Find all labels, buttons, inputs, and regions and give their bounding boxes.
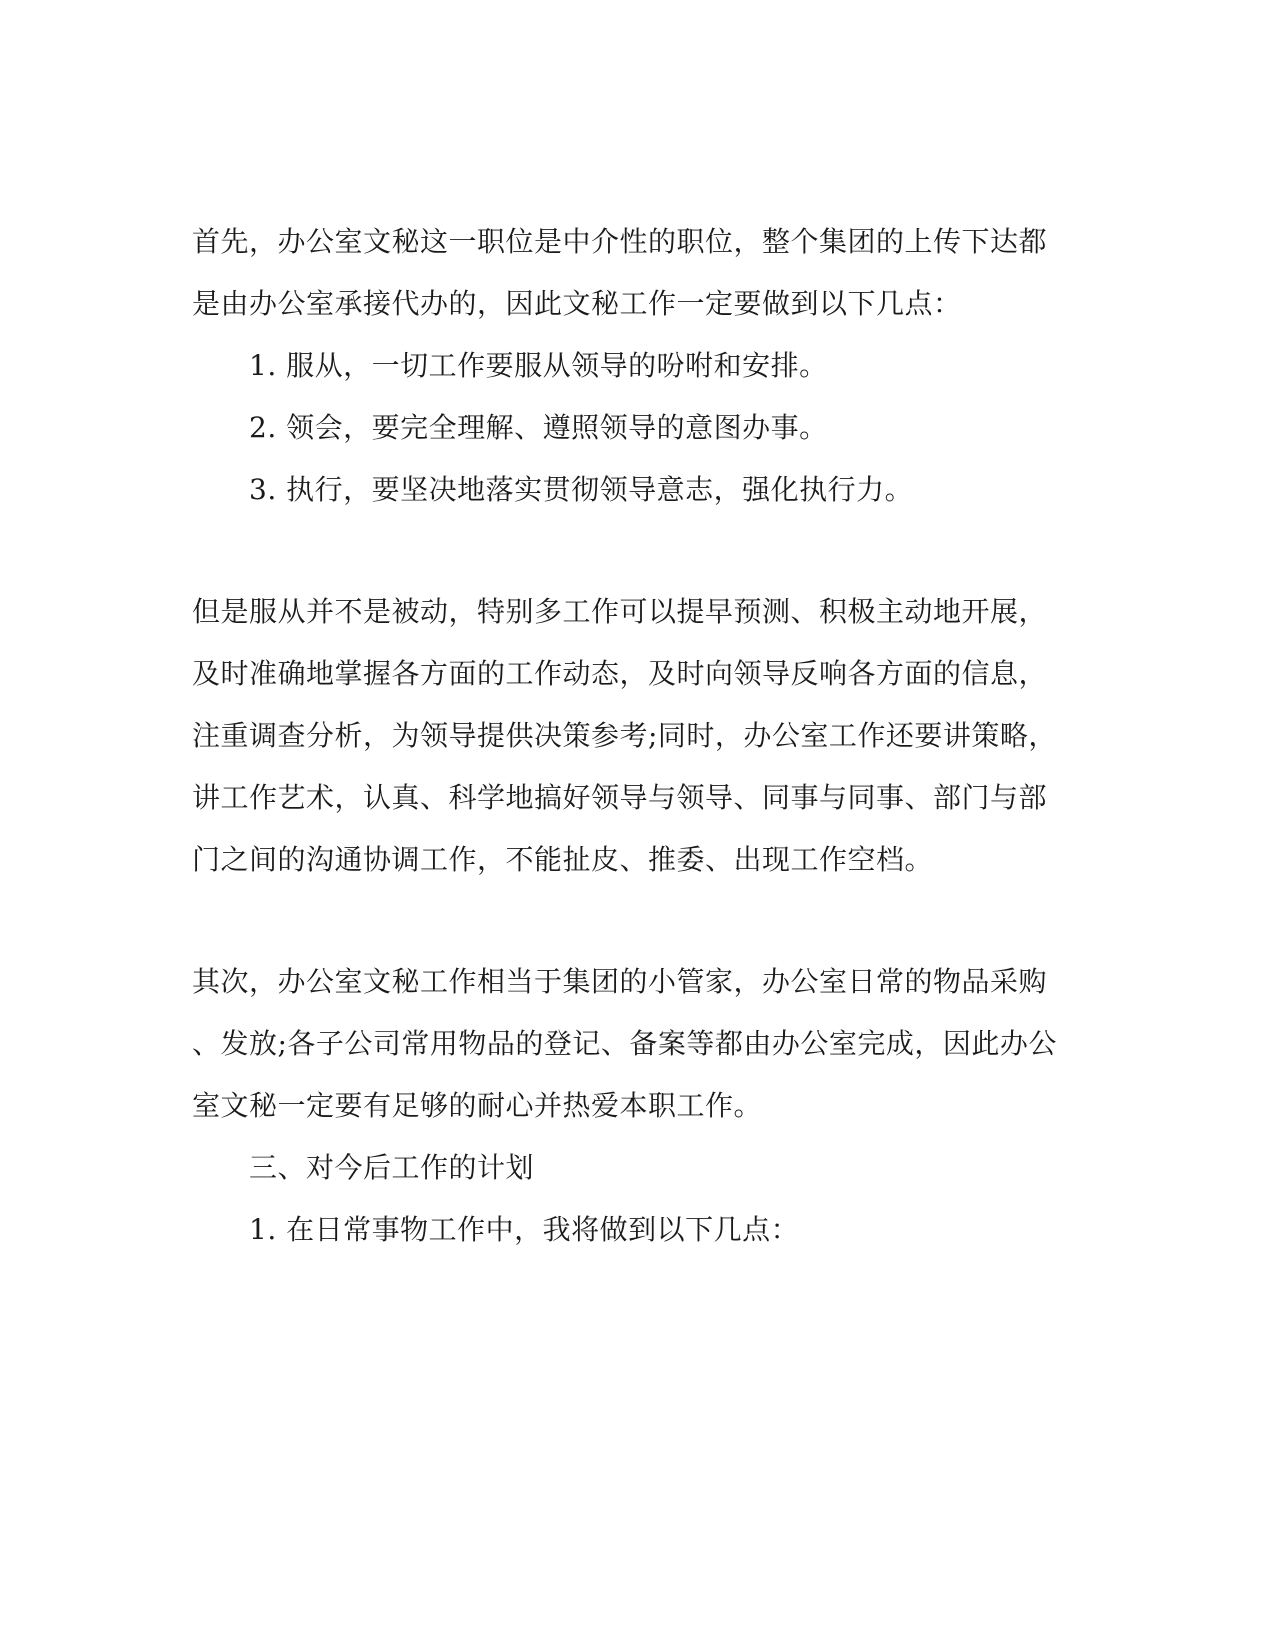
list-item: 3. 执行，要坚决地落实贯彻领导意志，强化执行力。 [249,473,914,506]
section-heading: 三、对今后工作的计划 [249,1151,535,1184]
list-item: 1. 服从，一切工作要服从领导的吩咐和安排。 [249,349,828,382]
list-item: 2. 领会，要完全理解、遵照领导的意图办事。 [249,411,828,444]
paragraph-line: 是由办公室承接代办的，因此文秘工作一定要做到以下几点： [192,287,962,320]
paragraph-line: 室文秘一定要有足够的耐心并热爱本职工作。 [192,1089,763,1122]
list-item: 1. 在日常事物工作中，我将做到以下几点： [249,1213,800,1246]
paragraph-line: 及时准确地掌握各方面的工作动态，及时向领导反响各方面的信息， [192,657,1048,690]
paragraph-line: 、发放;各子公司常用物品的登记、备案等都由办公室完成，因此办公 [192,1027,1057,1060]
paragraph-line: 但是服从并不是被动，特别多工作可以提早预测、积极主动地开展， [192,595,1048,628]
paragraph-line: 注重调查分析，为领导提供决策参考;同时，办公室工作还要讲策略， [192,719,1057,752]
paragraph-line: 首先，办公室文秘这一职位是中介性的职位，整个集团的上传下达都 [192,225,1048,258]
paragraph-line: 其次，办公室文秘工作相当于集团的小管家，办公室日常的物品采购 [192,965,1048,998]
paragraph-line: 门之间的沟通协调工作，不能扯皮、推委、出现工作空档。 [192,843,934,876]
paragraph-line: 讲工作艺术，认真、科学地搞好领导与领导、同事与同事、部门与部 [192,781,1048,814]
